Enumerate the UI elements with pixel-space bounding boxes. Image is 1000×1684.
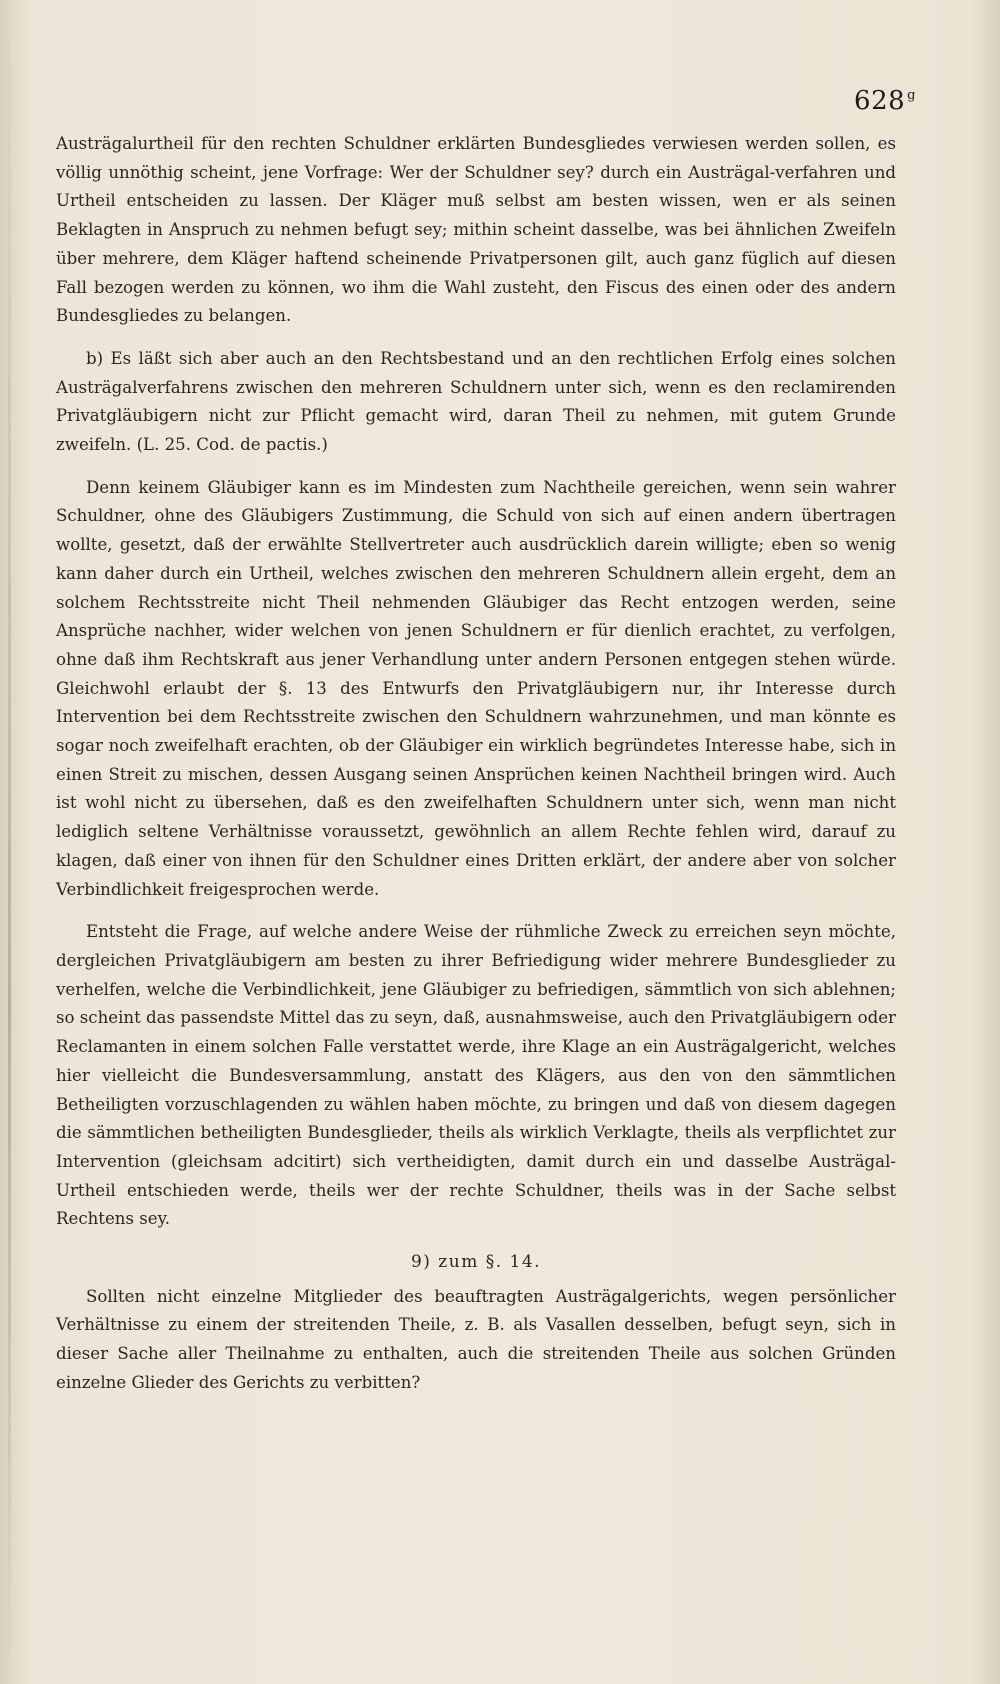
page-number-value: 628 [854, 86, 906, 116]
page-number [854, 86, 916, 116]
body-text [56, 130, 896, 1398]
page-number-suffix: g [907, 88, 916, 104]
paragraph-b: b) Es läßt sich aber auch an den Rechtsbestand und an den rechtlichen Erfolg eines solchen Austrägalverfahrens zwischen den mehreren Schuldnern unter sich, wenn es den reclamirenden Privatgläubigern nicht zur Pflicht gemacht wird, daran Theil zu nehmen, mit gutem Grunde zweifeln. (L. 25. Cod. de pactis.) [56, 348, 896, 455]
section-heading: 9) zum §. 14. [410, 1252, 542, 1273]
paragraph-sollten: Sollten nicht einzelne Mitglieder des beauftragten Austrägalgerichts, wegen persönlicher Verhältnisse zu einem der streitenden Theile, z. B. als Vasallen desselben, befugt seyn, sich in dieser Sache aller Theilnahme zu enthalten, auch die streitenden Theile aus solchen Gründen einzelne Glieder des Gerichts zu verbitten? [56, 1286, 896, 1392]
binding-shadow [8, 0, 11, 1684]
paragraph-entsteht: Entsteht die Frage, auf welche andere Weise der rühmliche Zweck zu erreichen seyn möchte, dergleichen Privatgläubigern am besten zu ihrer Befriedigung wider mehrere Bundesglieder zu verhelfen, welche die Verbindlichkeit, jene Gläubiger zu befriedigen, sämmtlich von sich ablehnen; so scheint das passendste Mittel das zu seyn, daß, ausnahmsweise, auch den Privatgläubigern oder Reclamanten in einem solchen Falle verstattet werde, ihre Klage an ein Austrägalgericht, welches hier vielleicht die Bundesversammlung, anstatt des Klägers, aus den von den sämmtlichen Betheiligten vorzuschlagenden zu wählen haben möchte, zu bringen und daß von diesem dagegen die sämmtlichen betheiligten Bundesglieder, theils als wirklich Verklagte, theils als verpflichtet zur Intervention (gleichsam adcitirt) sich vertheidigten, damit durch ein und dasselbe Austrägal-Urtheil entschieden werde, theils wer der rechte Schuldner, theils was in der Sache selbst Rechtens sey. [56, 922, 896, 1229]
paragraph-denn: Denn keinem Gläubiger kann es im Mindesten zum Nachtheile gereichen, wenn sein wahrer Schuldner, ohne des Gläubigers Zustimmung, die Schuld von sich auf einen andern übertragen wollte, gesetzt, daß der erwählte Stellvertreter auch ausdrücklich darein willigte; eben so wenig kann daher durch ein Urtheil, welches zwischen den mehreren Schuldnern allein ergeht, dem an solchem Rechtsstreite nicht Theil nehmenden Gläubiger das Recht entzogen werden, seine Ansprüche nachher, wider welchen von jenen Schuldnern er für dienlich erachtet, zu verfolgen, ohne daß ihm Rechtskraft aus jener Verhandlung unter andern Personen entgegen stehen würde. Gleichwohl erlaubt der §. 13 des Entwurfs den Privatgläubigern nur, ihr Interesse durch Intervention bei dem Rechtsstreite zwischen den Schuldnern wahrzunehmen, und man könnte es sogar noch zweifelhaft erachten, ob der Gläubiger ein wirklich begründetes Interesse habe, sich in einen Streit zu mischen, dessen Ausgang seinen Ansprüchen keinen Nachtheil bringen wird. Auch ist wohl nicht zu übersehen, daß es den zweifelhaften Schuldnern unter sich, wenn man nicht lediglich seltene Verhältnisse voraussetzt, gewöhnlich an allem Rechte fehlen wird, darauf zu klagen, daß einer von ihnen für den Schuldner eines Dritten erklärt, der andere aber von solcher Verbindlichkeit freigesprochen werde. [56, 477, 896, 899]
paragraph-continuation: Austrägalurtheil für den rechten Schuldner erklärten Bundesgliedes verwiesen werden sollen, es völlig unnöthig scheint, jene Vorfrage: Wer der Schuldner sey? durch ein Austrägal-verfahren und Urtheil entscheiden zu lassen. Der Kläger muß selbst am besten wissen, wen er als seinen Beklagten in Anspruch zu nehmen befugt sey; mithin scheint dasselbe, was bei ähnlichen Zweifeln über mehrere, dem Kläger haftend scheinende Privatpersonen gilt, auch ganz füglich auf diesen Fall bezogen werden zu können, wo ihm die Wahl zusteht, den Fiscus des einen oder des andern Bundesgliedes zu belangen. [56, 134, 896, 326]
